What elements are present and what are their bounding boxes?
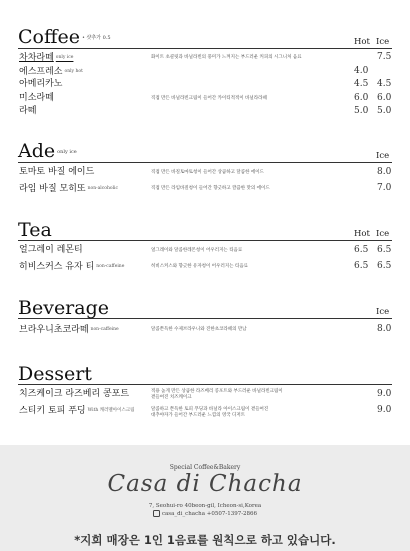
item-description: 직접 만든 바질토마토청이 들어간 상큼하고 달콤한 에이드: [151, 170, 264, 175]
item-name: 에스프레소: [19, 66, 63, 77]
item-description: 달콤하고 쫀득한 토피 푸딩과 바닐라 아이스크림이 곁들여진 대추야자가 들어간 부드러운 느낌의 영국 디저트: [151, 407, 269, 418]
coffee-section: [18, 26, 392, 119]
dessert-section: [18, 362, 392, 418]
item-note: non-alcoholic: [87, 186, 118, 191]
ice-price: 6.5: [377, 245, 392, 255]
hot-column-label: Hot: [354, 37, 370, 47]
menu-item: [18, 105, 392, 119]
menu-item: [18, 388, 392, 404]
item-description: 적용 높게 만든 상큼한 라즈베리 콩포트와 부드러운 바닐라빈크림이 곁들여진 치즈케이크: [151, 389, 283, 400]
contact-text: casa_di_chacha +0507-1397-2866: [161, 511, 258, 517]
tea-header: [18, 218, 392, 241]
item-note: only hot: [64, 68, 83, 74]
item-description: 히비스커스와 향긋한 유자청이 어우러지는 티음료: [151, 264, 249, 269]
menu-item: [18, 260, 392, 274]
hot-price: 6.5: [354, 245, 369, 255]
section-note: • 샷추가 0.5: [81, 35, 111, 41]
menu-item: [18, 244, 392, 260]
item-name: 스티키 토피 푸딩: [19, 406, 86, 416]
ice-price: 5.0: [377, 106, 392, 116]
price: 9.0: [377, 389, 392, 399]
item-name: 히비스커스 유자 티: [19, 262, 95, 272]
hot-price: 6.5: [354, 261, 369, 271]
ice-column-label: Ice: [376, 307, 390, 317]
section-title: Beverage: [18, 297, 110, 319]
instagram-icon: [153, 510, 160, 517]
menu-item: [18, 65, 392, 79]
section-title: Tea: [18, 219, 52, 241]
policy-notice: *지희 매장은 1인 1음료를 원칙으로 하고 있습니다.: [74, 533, 336, 547]
item-note: With 캐러멜아이스크림: [87, 408, 135, 413]
section-title: Coffee • 샷추가 0.5: [18, 26, 111, 48]
item-name: 아메리카노: [19, 79, 63, 89]
ice-column-label: Ice: [376, 151, 390, 161]
item-name: 라임 바질 모히또: [19, 184, 86, 194]
section-title: Dessert: [18, 363, 92, 385]
ice-column-label: Ice: [376, 37, 390, 47]
footer: [0, 445, 410, 551]
item-name: 라떼: [19, 106, 37, 116]
dessert-header: [18, 362, 392, 385]
beverage-section: [18, 296, 392, 337]
coffee-header: [18, 26, 392, 49]
item-description: 화이트 초콜릿과 바닐라빈의 풍미가 느껴지는 부드러운 커피의 시그니처 음료: [151, 55, 302, 60]
contact-line: [0, 510, 410, 517]
section-title: Ade only ice: [18, 140, 77, 162]
ice-price: 8.0: [377, 324, 392, 334]
beverage-header: [18, 296, 392, 319]
item-note: non-caffeine: [96, 264, 125, 269]
menu-item: [18, 51, 392, 65]
price: 9.0: [377, 405, 392, 415]
hot-price: 5.0: [354, 106, 369, 116]
ade-section: [18, 140, 392, 196]
item-name: 미소라떼: [19, 92, 54, 103]
item-description: 얼그레이와 달콤한레몬청이 어우러지는 티음료: [151, 248, 243, 253]
item-description: 직접 만든 바닐라빈크림이 들어간 카이티적적이 바닐라라떼: [151, 95, 267, 101]
menu-item: [18, 404, 392, 418]
ice-price: 7.5: [377, 52, 392, 62]
item-description: 직접 만든 라임바질청이 들어간 향긋하고 깔끔한 맛의 에이드: [151, 186, 270, 191]
ice-price: 7.0: [377, 183, 392, 193]
item-note: non-caffeine: [90, 327, 119, 332]
tagline: Special Coffee&Bakery: [169, 464, 241, 471]
ice-price: 4.5: [377, 79, 392, 89]
menu-item: [18, 92, 392, 106]
menu-item: [18, 166, 392, 182]
item-name: 치즈케이크 라즈베리 콩포트: [19, 389, 130, 399]
item-note: only ice: [55, 55, 74, 60]
item-name: 차차라떼: [19, 53, 54, 63]
ice-price: 6.5: [377, 261, 392, 271]
section-note: only ice: [57, 149, 77, 155]
hot-price: 6.0: [354, 92, 369, 103]
hot-column-label: Hot: [354, 229, 370, 239]
menu-item: [18, 323, 392, 337]
hot-price: 4.5: [354, 79, 369, 89]
menu-item: [18, 182, 392, 196]
item-description: 달콤쫀득한 수제브라우니와 진한초코라떼의 만남: [151, 327, 247, 332]
item-name: 토마토 바질 에이드: [19, 167, 95, 177]
cafe-logo: Casa di Chacha: [107, 471, 303, 497]
ade-header: [18, 140, 392, 163]
item-name: 얼그레이 레몬티: [19, 245, 83, 255]
ice-column-label: Ice: [376, 229, 390, 239]
item-name: 브라우니초코라떼: [19, 325, 89, 335]
ice-price: 8.0: [377, 167, 392, 177]
address: 7, Seohui-ro 40beon-gil, Icheon-si,Korea: [148, 503, 262, 509]
hot-price: 4.0: [354, 65, 369, 76]
tea-section: [18, 218, 392, 274]
ice-price: 6.0: [377, 92, 392, 103]
menu-item: [18, 78, 392, 92]
